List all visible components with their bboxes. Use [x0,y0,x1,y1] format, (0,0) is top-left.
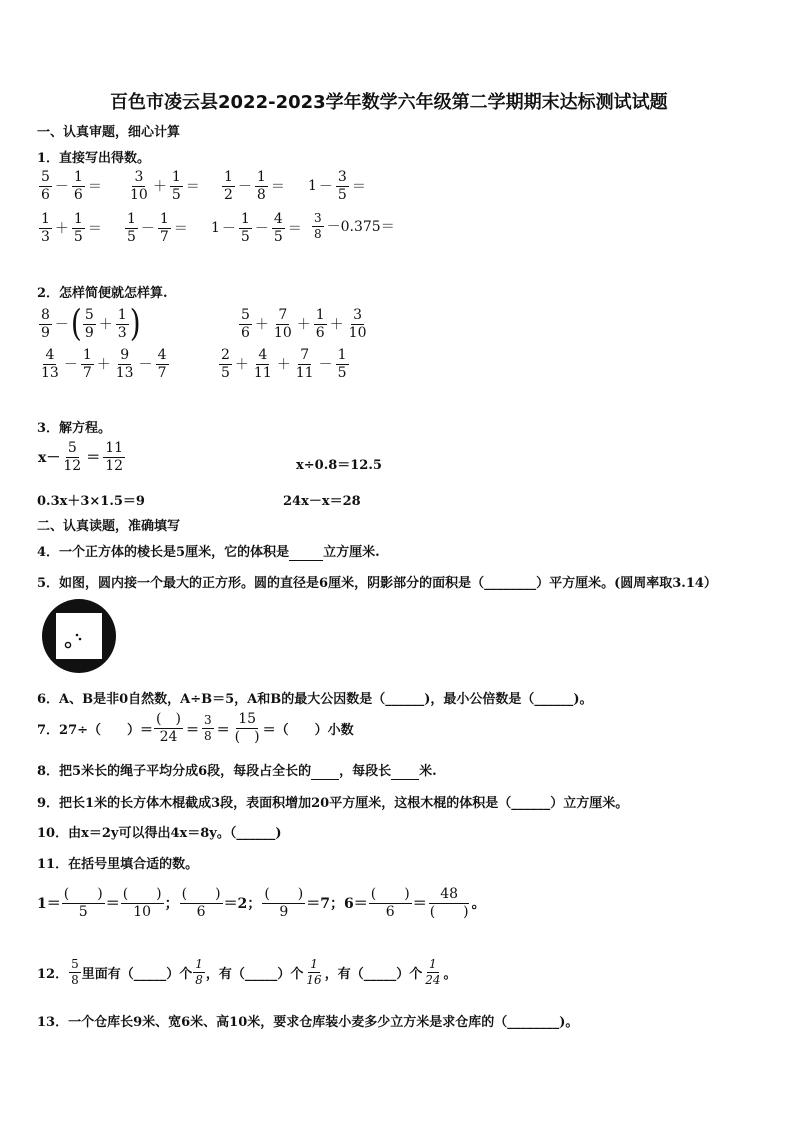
q12-text: 12． $\frac{5}{8}$ 里面有（_____）个 $\frac{1}{8}$ ，有（_____）个 $\frac{1}{16}$ ，有（_____）个 $\frac{1}{24}$ 。 [37,957,457,987]
q1-expr-a: $\frac{5}{6}$ － $\frac{1}{6}$ ＝ [41,169,102,203]
q6-text: 6．A、B是非0自然数，A÷B＝5，A和B的最大公因数是（______)，最小公倍数是（______)。 [37,692,593,707]
q1-expr-h: $\frac{3}{8}$ －0.375＝ [314,211,395,241]
q11-equations: 1＝ $\frac{( )}{5}$ ＝ $\frac{( )}{10}$ ； $\frac{( )}{6}$ ＝2； $\frac{( )}{9}$ ＝7； 6＝ $\frac{( )}{6}$ ＝ $\frac{48}{( )}$ 。 [37,886,486,920]
q3-eq-3: 0.3x＋3×1.5＝9 [37,494,145,509]
q1-expr-f: $\frac{1}{5}$ － $\frac{1}{7}$ ＝ [127,211,188,245]
q10-text: 10．由x＝2y可以得出4x＝8y。（______) [37,826,282,841]
q1-expr-e: $\frac{1}{3}$ ＋ $\frac{1}{5}$ ＝ [41,211,102,245]
q3-eq-2: x÷0.8＝12.5 [296,458,382,473]
page-title: 百色市凌云县2022-2023学年数学六年级第二学期期末达标测试试题 [110,92,668,113]
q1-label: 1．直接写出得数。 [37,151,151,166]
q9-text: 9．把长1米的长方体木棍截成3段，表面积增加20平方厘米，这根木棍的体积是（______）立方厘米。 [37,796,629,811]
q1-expr-b: $\frac{3}{10}$ ＋ $\frac{1}{5}$ ＝ [130,169,200,203]
q8-blank-2[interactable] [391,764,419,780]
section-2-heading: 二、认真读题，准确填写 [37,519,181,534]
q1-expr-d: 1 － $\frac{3}{5}$ ＝ [308,169,366,203]
q5-text: 5．如图，圆内接一个最大的正方形。圆的直径是6厘米，阴影部分的面积是（________）平方厘米。(圆周率取3.14） [37,576,717,591]
q2-expr-d: $\frac{2}{5}$ ＋ $\frac{4}{11}$ ＋ $\frac{7}{11}$ － $\frac{1}{5}$ [221,347,347,381]
q3-eq-4: 24x－x＝28 [283,494,361,509]
q4-blank[interactable] [289,545,323,561]
circle-square-figure [37,597,122,675]
q2-expr-a: $\frac{8}{9}$ － ( $\frac{5}{9}$ ＋ $\frac{1}{3}$ ) [41,302,141,345]
q11-label: 11．在括号里填合适的数。 [37,857,199,872]
q1-expr-g: 1 － $\frac{1}{5}$ － $\frac{4}{5}$ ＝ [211,211,302,245]
q1-expr-c: $\frac{1}{2}$ － $\frac{1}{8}$ ＝ [224,169,285,203]
section-1-heading: 一、认真审题，细心计算 [37,125,181,140]
q3-label: 3．解方程。 [37,421,112,436]
q2-expr-c: $\frac{4}{13}$ － $\frac{1}{7}$ ＋ $\frac{9}{13}$ － $\frac{4}{7}$ [41,347,167,381]
q4-text: 4．一个正方体的棱长是5厘米，它的体积是 立方厘米. [37,545,380,560]
q2-label: 2．怎样简便就怎样算. [37,286,168,301]
q8-text: 8．把5米长的绳子平均分成6段，每段占全长的 ，每段长 米. [37,764,437,779]
q8-blank-1[interactable] [311,764,339,780]
q13-text: 13．一个仓库长9米、宽6米、高10米，要求仓库装小麦多少立方米是求仓库的（________)。 [37,1015,579,1030]
q3-eq-1: x－ $\frac{5}{12}$ ＝ $\frac{11}{12}$ [38,440,124,474]
q7-text: 7．27÷（ ）＝ $\frac{( )}{24}$ ＝ $\frac{3}{8}$ ＝ $\frac{15}{( )}$ ＝（ ）小数 [37,711,354,745]
q2-expr-b: $\frac{5}{6}$ ＋ $\frac{7}{10}$ ＋ $\frac{1}{6}$ ＋ $\frac{3}{10}$ [241,307,367,341]
